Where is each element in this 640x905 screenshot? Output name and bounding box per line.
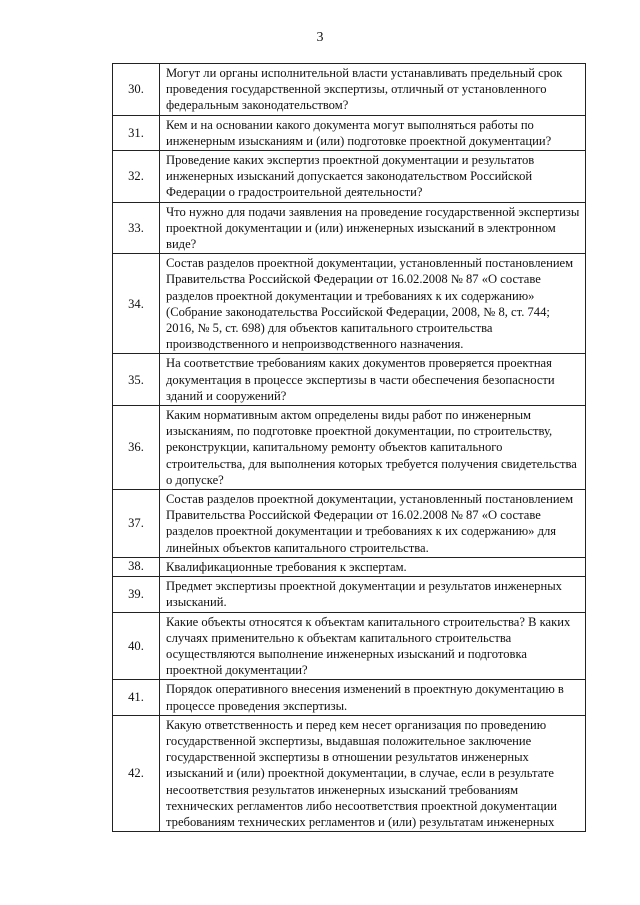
row-question: Могут ли органы исполнительной власти устанавливать предельный срок проведения государственной экспертизы, отличный от установленного федеральным законодательством? (160, 64, 586, 116)
row-number: 41. (113, 680, 160, 715)
row-question: Проведение каких экспертиз проектной документации и результатов инженерных изысканий допускается законодательством Российской Федерации о градостроительной деятельности? (160, 151, 586, 203)
table-row (113, 557, 586, 576)
table-row (113, 490, 586, 558)
row-question: Состав разделов проектной документации, установленный постановлением Правительства Российской Федерации от 16.02.2008 № 87 «О составе разделов проектной документации и требованиях к их содержанию» для линейных объектов капитального строительства. (160, 490, 586, 558)
row-number: 37. (113, 490, 160, 558)
table-row (113, 406, 586, 490)
table-row (113, 64, 586, 116)
table-row (113, 254, 586, 354)
table-row (113, 612, 586, 680)
table-row (113, 715, 586, 831)
row-question: Состав разделов проектной документации, установленный постановлением Правительства Российской Федерации от 16.02.2008 № 87 «О составе разделов проектной документации и требованиях к их содержанию» (Собрание законодательства Российской Федерации, 2008, № 8, ст. 744; 2016, № 5, ст. 698) для объектов капитального строительства производственного и непроизводственного назначения. (160, 254, 586, 354)
row-number: 38. (113, 557, 160, 576)
row-number: 30. (113, 64, 160, 116)
table-row (113, 577, 586, 612)
row-question: Порядок оперативного внесения изменений в проектную документацию в процессе проведения экспертизы. (160, 680, 586, 715)
row-number: 31. (113, 115, 160, 150)
row-number: 34. (113, 254, 160, 354)
row-number: 40. (113, 612, 160, 680)
row-number: 42. (113, 715, 160, 831)
row-number: 33. (113, 202, 160, 254)
row-number: 36. (113, 406, 160, 490)
table-row (113, 115, 586, 150)
row-question: Квалификационные требования к экспертам. (160, 557, 586, 576)
row-question: Что нужно для подачи заявления на проведение государственной экспертизы проектной документации и (или) инженерных изысканий в электронном виде? (160, 202, 586, 254)
row-question: На соответствие требованиям каких документов проверяется проектная документация в процессе экспертизы в части обеспечения безопасности зданий и сооружений? (160, 354, 586, 406)
row-number: 39. (113, 577, 160, 612)
row-question: Предмет экспертизы проектной документации и результатов инженерных изысканий. (160, 577, 586, 612)
questions-table (112, 63, 586, 832)
table-row (113, 202, 586, 254)
row-question: Каким нормативным актом определены виды работ по инженерным изысканиям, по подготовке проектной документации, по строительству, реконструкции, капитальному ремонту объектов капитального строительства, для выполнения которых требуется получения свидетельства о допуске? (160, 406, 586, 490)
table-row (113, 151, 586, 203)
table-row (113, 354, 586, 406)
page-number: 3 (316, 30, 324, 45)
row-number: 35. (113, 354, 160, 406)
row-question: Какую ответственность и перед кем несет организация по проведению государственной экспертизы, выдавшая положительное заключение государственной экспертизы в отношении результатов инженерных изысканий и (или) проектной документации, в случае, если в результате несоответствия результатов инженерных изысканий требованиям технических регламентов либо несоответствия проектной документации требованиям технических регламентов и (или) результатам инженерных (160, 715, 586, 831)
row-number: 32. (113, 151, 160, 203)
row-question: Кем и на основании какого документа могут выполняться работы по инженерным изысканиям и (или) подготовке проектной документации? (160, 115, 586, 150)
row-question: Какие объекты относятся к объектам капитального строительства? В каких случаях применительно к объектам капитального строительства осуществляются выполнение инженерных изысканий и подготовка проектной документации? (160, 612, 586, 680)
table-row (113, 680, 586, 715)
